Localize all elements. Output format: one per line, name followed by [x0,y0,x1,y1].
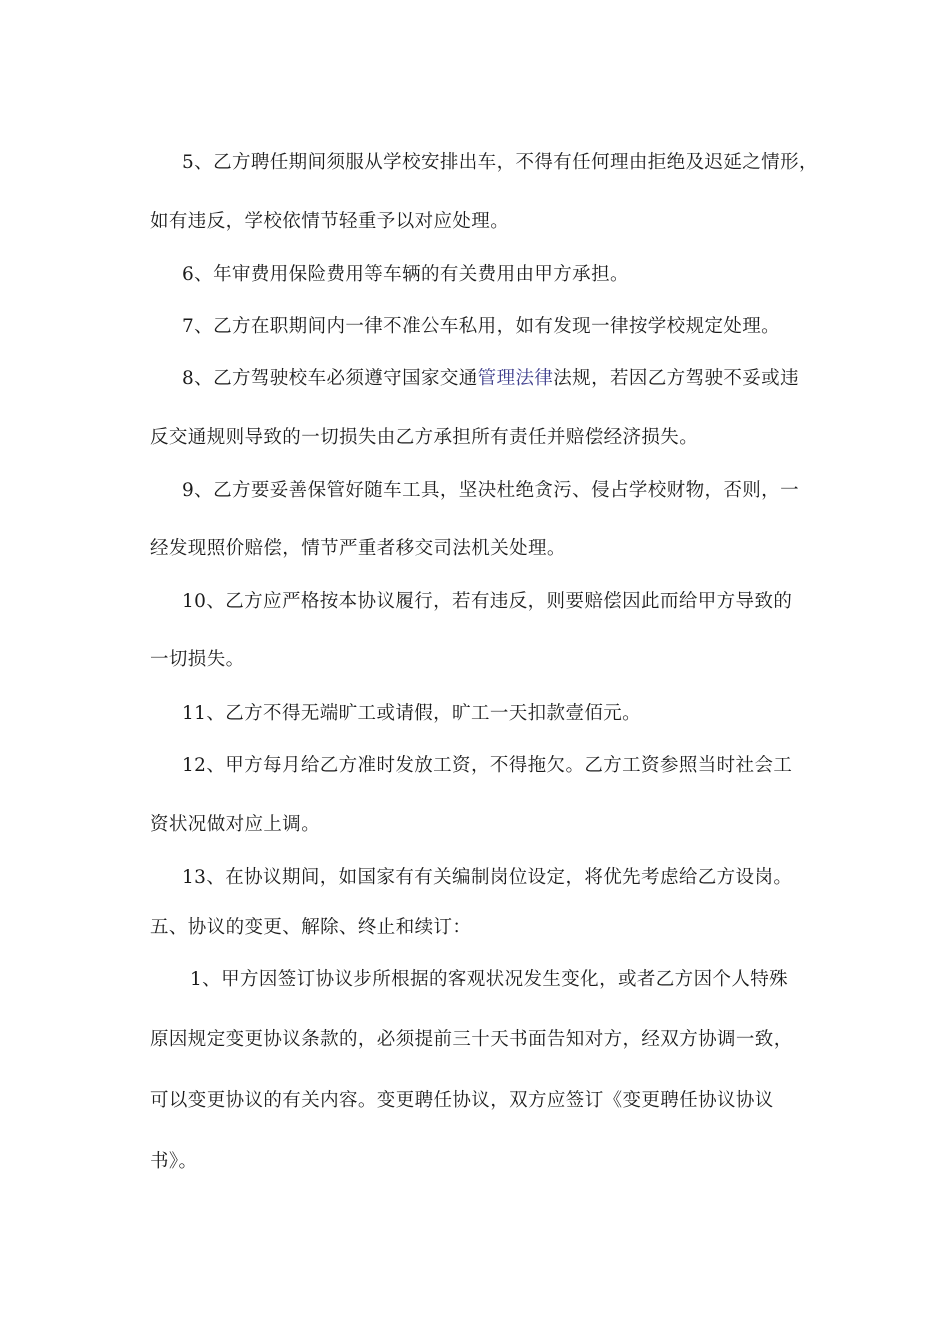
clause-9-line-1: 9、乙方要妥善保管好随车工具，坚决杜绝贪污、侵占学校财物，否则，一 [182,480,799,501]
section-5-heading: 五、协议的变更、解除、终止和续订： [150,917,472,938]
clause-8-link-text[interactable]: 管理法律 [477,368,554,389]
clause-8-line-2: 反交通规则导致的一切损失由乙方承担所有责任并赔偿经济损失。 [150,427,699,448]
section-5-clause-1-line-3: 可以变更协议的有关内容。变更聘任协议，双方应签订《变更聘任协议协议 [150,1090,774,1111]
clause-12-line-1: 12、甲方每月给乙方准时发放工资，不得拖欠。乙方工资参照当时社会工 [182,755,793,776]
section-5-clause-1-line-4: 书》。 [150,1151,198,1172]
clause-10-line-1: 10、乙方应严格按本协议履行，若有违反，则要赔偿因此而给甲方导致的 [182,591,793,612]
clause-10-line-2: 一切损失。 [150,649,245,670]
clause-9-line-2: 经发现照价赔偿，情节严重者移交司法机关处理。 [150,538,566,559]
clause-5-line-1: 5、乙方聘任期间须服从学校安排出车，不得有任何理由拒绝及迟延之情形， [182,152,818,173]
clause-8-text-before: 8、乙方驾驶校车必须遵守国家交通 [182,368,478,389]
section-5-clause-1-line-2: 原因规定变更协议条款的，必须提前三十天书面告知对方，经双方协调一致， [150,1029,793,1050]
clause-5-line-2: 如有违反，学校依情节轻重予以对应处理。 [150,211,510,232]
clause-8-line-1 [182,367,799,391]
section-5-clause-1-line-1: 1、甲方因签订协议步所根据的客观状况发生变化，或者乙方因个人特殊 [190,969,789,990]
clause-11: 11、乙方不得无端旷工或请假，旷工一天扣款壹佰元。 [182,703,642,724]
clause-13: 13、在协议期间，如国家有有关编制岗位设定，将优先考虑给乙方设岗。 [182,867,793,888]
clause-6: 6、年审费用保险费用等车辆的有关费用由甲方承担。 [182,264,629,285]
clause-8-text-after: 法规，若因乙方驾驶不妥或违 [553,368,799,389]
clause-12-line-2: 资状况做对应上调。 [150,814,321,835]
clause-7: 7、乙方在职期间内一律不准公车私用，如有发现一律按学校规定处理。 [182,316,781,337]
